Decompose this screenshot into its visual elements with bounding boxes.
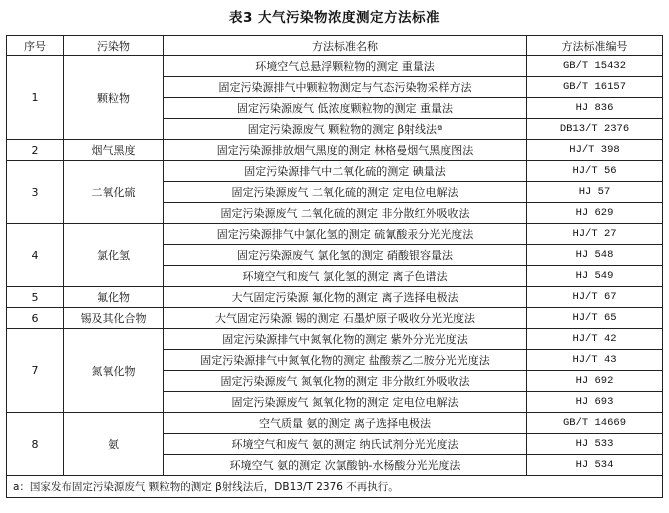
method-code-cell: HJ 548 (527, 245, 663, 266)
row-number-cell: 3 (7, 161, 64, 224)
pollutant-cell: 氯化氢 (64, 224, 164, 287)
row-number-cell: 4 (7, 224, 64, 287)
table-body (7, 56, 663, 476)
header-no: 序号 (7, 36, 64, 56)
method-code-cell: HJ/T 67 (527, 287, 663, 308)
row-number-cell: 7 (7, 329, 64, 413)
header-code: 方法标准编号 (527, 36, 663, 56)
pollutant-cell: 氟化物 (64, 287, 164, 308)
method-code-cell: GB/T 16157 (527, 77, 663, 98)
pollutant-cell: 氨 (64, 413, 164, 476)
table-title: 表3 大气污染物浓度测定方法标准 (228, 10, 441, 26)
method-code-cell: GB/T 15432 (527, 56, 663, 77)
method-name-cell: 环境空气和废气 氯化氢的测定 离子色谱法 (164, 266, 527, 287)
method-name-cell: 大气固定污染源 氟化物的测定 离子选择电极法 (164, 287, 527, 308)
method-code-cell: GB/T 14669 (527, 413, 663, 434)
method-code-cell: HJ/T 398 (527, 140, 663, 161)
footnote-row (7, 476, 663, 498)
table-row (7, 140, 663, 161)
method-name-cell: 环境空气 氨的测定 次氯酸钠-水杨酸分光光度法 (164, 455, 527, 476)
method-name-cell: 固定污染源排气中氯化氢的测定 硫氰酸汞分光光度法 (164, 224, 527, 245)
table-row (7, 161, 663, 182)
table-row (7, 224, 663, 245)
method-code-cell: HJ 57 (527, 182, 663, 203)
header-method: 方法标准名称 (164, 36, 527, 56)
table-row (7, 413, 663, 434)
header-pollutant: 污染物 (64, 36, 164, 56)
table-row (7, 56, 663, 77)
method-name-cell: 空气质量 氨的测定 离子选择电极法 (164, 413, 527, 434)
method-name-cell: 固定污染源废气 低浓度颗粒物的测定 重量法 (164, 98, 527, 119)
method-name-cell: 固定污染源废气 氮氧化物的测定 定电位电解法 (164, 392, 527, 413)
method-code-cell: HJ 693 (527, 392, 663, 413)
method-name-cell: 环境空气和废气 氨的测定 纳氏试剂分光光度法 (164, 434, 527, 455)
method-code-cell: HJ/T 43 (527, 350, 663, 371)
method-code-cell: HJ/T 42 (527, 329, 663, 350)
pollutant-cell: 颗粒物 (64, 56, 164, 140)
method-name-cell: 固定污染源废气 二氧化硫的测定 非分散红外吸收法 (164, 203, 527, 224)
pollutant-cell: 氮氧化物 (64, 329, 164, 413)
method-name-cell: 固定污染源排气中氮氧化物的测定 紫外分光光度法 (164, 329, 527, 350)
method-code-cell: HJ/T 65 (527, 308, 663, 329)
row-number-cell: 5 (7, 287, 64, 308)
method-name-cell: 固定污染源废气 二氧化硫的测定 定电位电解法 (164, 182, 527, 203)
method-code-cell: HJ/T 27 (527, 224, 663, 245)
method-name-cell: 大气固定污染源 锡的测定 石墨炉原子吸收分光光度法 (164, 308, 527, 329)
method-name-cell: 固定污染源排放烟气黑度的测定 林格曼烟气黑度图法 (164, 140, 527, 161)
standards-table (6, 35, 663, 498)
method-name-cell: 环境空气总悬浮颗粒物的测定 重量法 (164, 56, 527, 77)
row-number-cell: 2 (7, 140, 64, 161)
method-code-cell: HJ 692 (527, 371, 663, 392)
header-row (7, 36, 663, 56)
pollutant-cell: 二氧化硫 (64, 161, 164, 224)
method-code-cell: HJ 549 (527, 266, 663, 287)
method-name-cell: 固定污染源排气中二氧化硫的测定 碘量法 (164, 161, 527, 182)
table-row (7, 329, 663, 350)
method-name-cell: 固定污染源废气 氮氧化物的测定 非分散红外吸收法 (164, 371, 527, 392)
footnote: a：国家发布固定污染源废气 颗粒物的测定 β射线法后，DB13/T 2376 不再执行。 (7, 476, 663, 498)
method-name-cell: 固定污染源废气 颗粒物的测定 β射线法ª (164, 119, 527, 140)
method-code-cell: HJ 836 (527, 98, 663, 119)
method-code-cell: HJ 533 (527, 434, 663, 455)
method-code-cell: HJ 534 (527, 455, 663, 476)
pollutant-cell: 锡及其化合物 (64, 308, 164, 329)
method-code-cell: HJ/T 56 (527, 161, 663, 182)
method-code-cell: DB13/T 2376 (527, 119, 663, 140)
pollutant-cell: 烟气黑度 (64, 140, 164, 161)
method-name-cell: 固定污染源排气中颗粒物测定与气态污染物采样方法 (164, 77, 527, 98)
method-code-cell: HJ 629 (527, 203, 663, 224)
method-name-cell: 固定污染源废气 氯化氢的测定 硝酸银容量法 (164, 245, 527, 266)
row-number-cell: 1 (7, 56, 64, 140)
table-row (7, 287, 663, 308)
row-number-cell: 6 (7, 308, 64, 329)
method-name-cell: 固定污染源排气中氮氧化物的测定 盐酸萘乙二胺分光光度法 (164, 350, 527, 371)
table-row (7, 308, 663, 329)
row-number-cell: 8 (7, 413, 64, 476)
